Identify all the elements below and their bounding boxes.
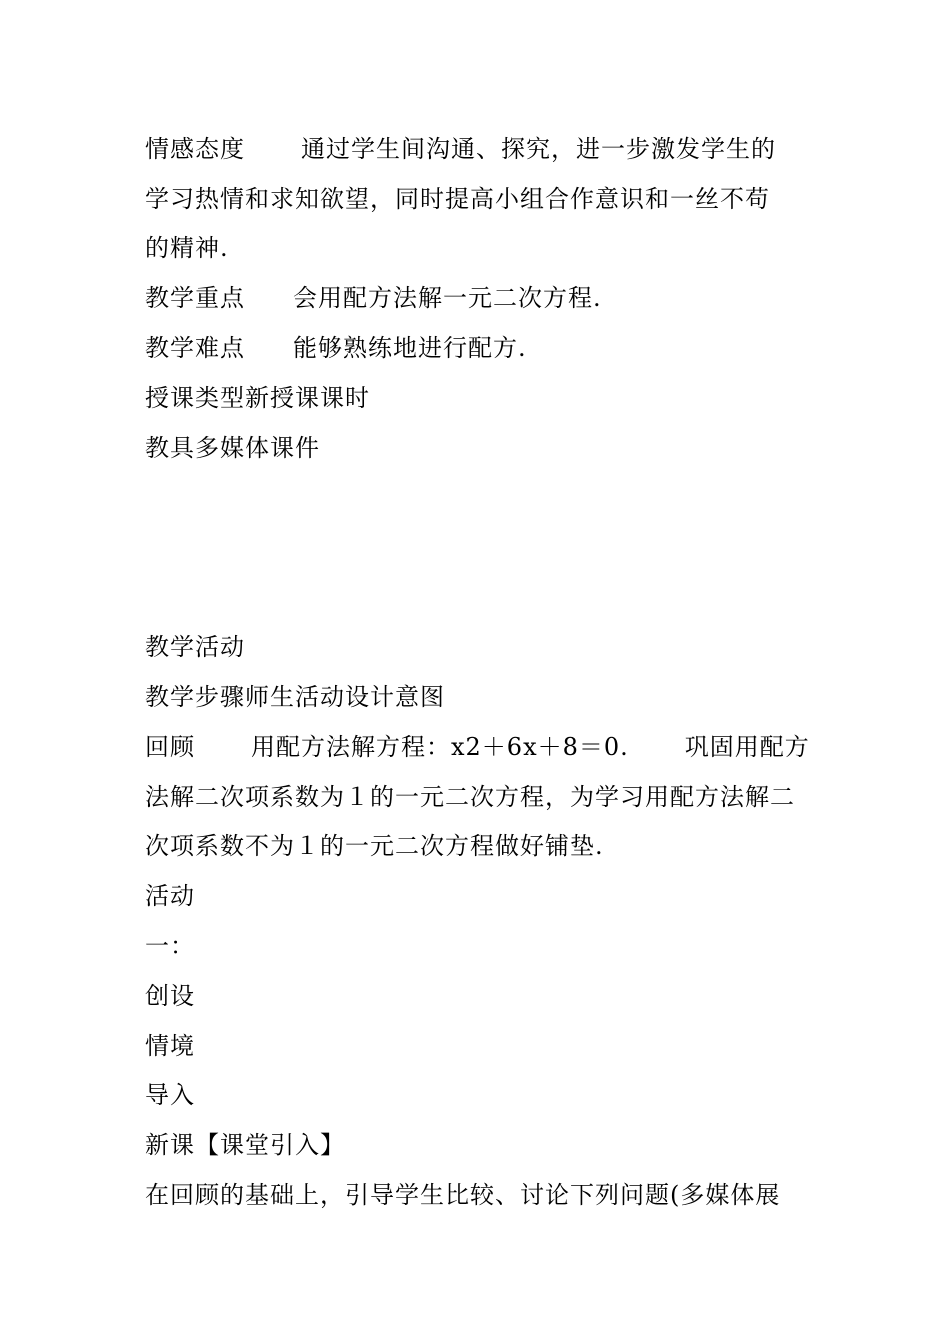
line-text: 一： [145,932,195,960]
line-text: 能够熟练地进行配方. [293,334,527,362]
line-label: 情感态度 [145,135,245,163]
line-text: 在回顾的基础上，引导学生比较、讨论下列问题(多媒体展 [145,1181,781,1209]
line-text: 创设 [145,982,195,1010]
text-line [145,383,815,413]
text-line [145,134,815,164]
line-text: 活动 [145,882,195,910]
text-line [145,184,815,214]
text-line [145,732,815,762]
text-line [145,831,815,861]
text-line [145,233,815,263]
text-line [145,682,815,712]
line-label: 教学难点 [145,334,245,362]
text-line [145,931,815,961]
line-text: 次项系数不为１的一元二次方程做好铺垫. [145,832,604,860]
line-text: 情境 [145,1032,195,1060]
text-line [145,433,815,463]
line-text: 新课【课堂引入】 [145,1131,345,1159]
line-text: 的精神. [145,234,229,262]
text-line [145,881,815,911]
line-label: 回顾 [145,733,195,761]
text-line [145,1031,815,1061]
text-line [145,283,815,313]
text-line [145,981,815,1011]
text-line [145,333,815,363]
line-text: 教学活动 [145,633,245,661]
text-line [145,1180,815,1210]
line-text: 法解二次项系数为１的一元二次方程，为学习用配方法解二 [145,783,795,811]
line-text: 通过学生间沟通、探究，进一步激发学生的 [301,135,776,163]
line-text: 会用配方法解一元二次方程. [293,284,602,312]
line-text: 教具多媒体课件 [145,434,320,462]
line-text: 用配方法解方程：x2＋6x＋8＝0. [251,733,629,761]
line-text: 学习热情和求知欲望，同时提高小组合作意识和一丝不苟 [145,185,770,213]
text-line [145,782,815,812]
line-text: 巩固用配方 [684,733,810,761]
line-text: 教学步骤师生活动设计意图 [145,683,445,711]
text-line [145,1130,815,1160]
text-line [145,1080,815,1110]
line-label: 教学重点 [145,284,245,312]
line-text: 授课类型新授课课时 [145,384,370,412]
line-text: 导入 [145,1081,195,1109]
text-line [145,632,815,662]
